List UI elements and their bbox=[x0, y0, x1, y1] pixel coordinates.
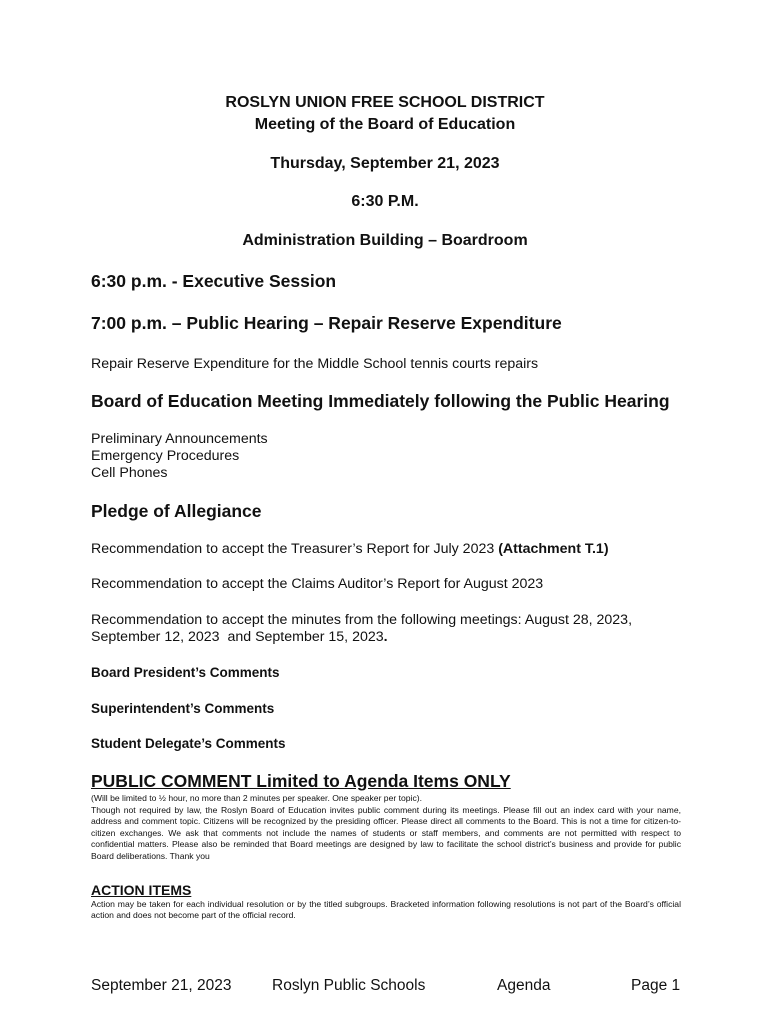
board-meeting-heading: Board of Education Meeting Immediately following the Public Hearing bbox=[91, 391, 670, 411]
meeting-title: Meeting of the Board of Education bbox=[254, 116, 516, 133]
minutes-line-1: Recommendation to accept the minutes from the following meetings: August 28, 2023, bbox=[91, 612, 633, 628]
public-comment-heading: PUBLIC COMMENT Limited to Agenda Items ONLY bbox=[91, 771, 511, 791]
minutes-period: . bbox=[383, 629, 388, 645]
meeting-time: 6:30 P.M. bbox=[351, 193, 419, 210]
minutes-line-2: September 12, 2023 and September 15, 2023 bbox=[91, 629, 384, 645]
treasurer-text: Recommendation to accept the Treasurer’s Report for July 2023 bbox=[91, 541, 499, 557]
meeting-date: Thursday, September 21, 2023 bbox=[270, 155, 500, 172]
announcements-list bbox=[91, 431, 268, 482]
student-delegate-comments: Student Delegate’s Comments bbox=[91, 736, 286, 751]
list-item: Cell Phones bbox=[91, 465, 168, 481]
public-hearing-heading: 7:00 p.m. – Public Hearing – Repair Reserve Expenditure bbox=[91, 313, 562, 333]
claims-recommendation: Recommendation to accept the Claims Auditor’s Report for August 2023 bbox=[91, 576, 544, 592]
meeting-location: Administration Building – Boardroom bbox=[242, 232, 528, 249]
public-comment-note: (Will be limited to ½ hour, no more than 2 minutes per speaker. One speaker per topic). bbox=[91, 793, 423, 803]
footer-organization: Roslyn Public Schools bbox=[272, 977, 426, 994]
pledge-heading: Pledge of Allegiance bbox=[91, 501, 262, 521]
footer-date: September 21, 2023 bbox=[91, 977, 232, 994]
district-title: ROSLYN UNION FREE SCHOOL DISTRICT bbox=[225, 94, 545, 111]
president-comments: Board President’s Comments bbox=[91, 665, 280, 680]
public-comment-body: Though not required by law, the Roslyn Board of Education invites public comment during its meetings. Please fill out an index card with your name, address and comment topic. Citizens will be recognized by the presiding officer. Please direct all comments to the Board. This is not a time for citizen-to-citizen exchanges. We ask that comments not include the names of students or staff members, and comments are not permitted with respect to confidential matters. Please also be reminded that Board meetings are designed by law to facilitate the school district’s business and provide for public Board deliberations. Thank you bbox=[91, 805, 681, 861]
treasurer-recommendation bbox=[91, 541, 609, 558]
action-items-body: Action may be taken for each individual resolution or by the titled subgroups. Bracketed information following resolutions is not part of the Board’s official action and does not become part of the official record. bbox=[91, 899, 681, 921]
list-item: Preliminary Announcements bbox=[91, 431, 268, 447]
action-items-heading: ACTION ITEMS bbox=[91, 882, 192, 898]
footer-page-number: Page 1 bbox=[631, 977, 681, 994]
list-item: Emergency Procedures bbox=[91, 448, 240, 464]
attachment-reference: (Attachment T.1) bbox=[498, 541, 609, 557]
footer-document: Agenda bbox=[497, 977, 551, 994]
public-hearing-description: Repair Reserve Expenditure for the Middle School tennis courts repairs bbox=[91, 356, 539, 372]
executive-session-heading: 6:30 p.m. - Executive Session bbox=[91, 271, 337, 291]
minutes-recommendation bbox=[91, 612, 681, 646]
superintendent-comments: Superintendent’s Comments bbox=[91, 701, 275, 716]
